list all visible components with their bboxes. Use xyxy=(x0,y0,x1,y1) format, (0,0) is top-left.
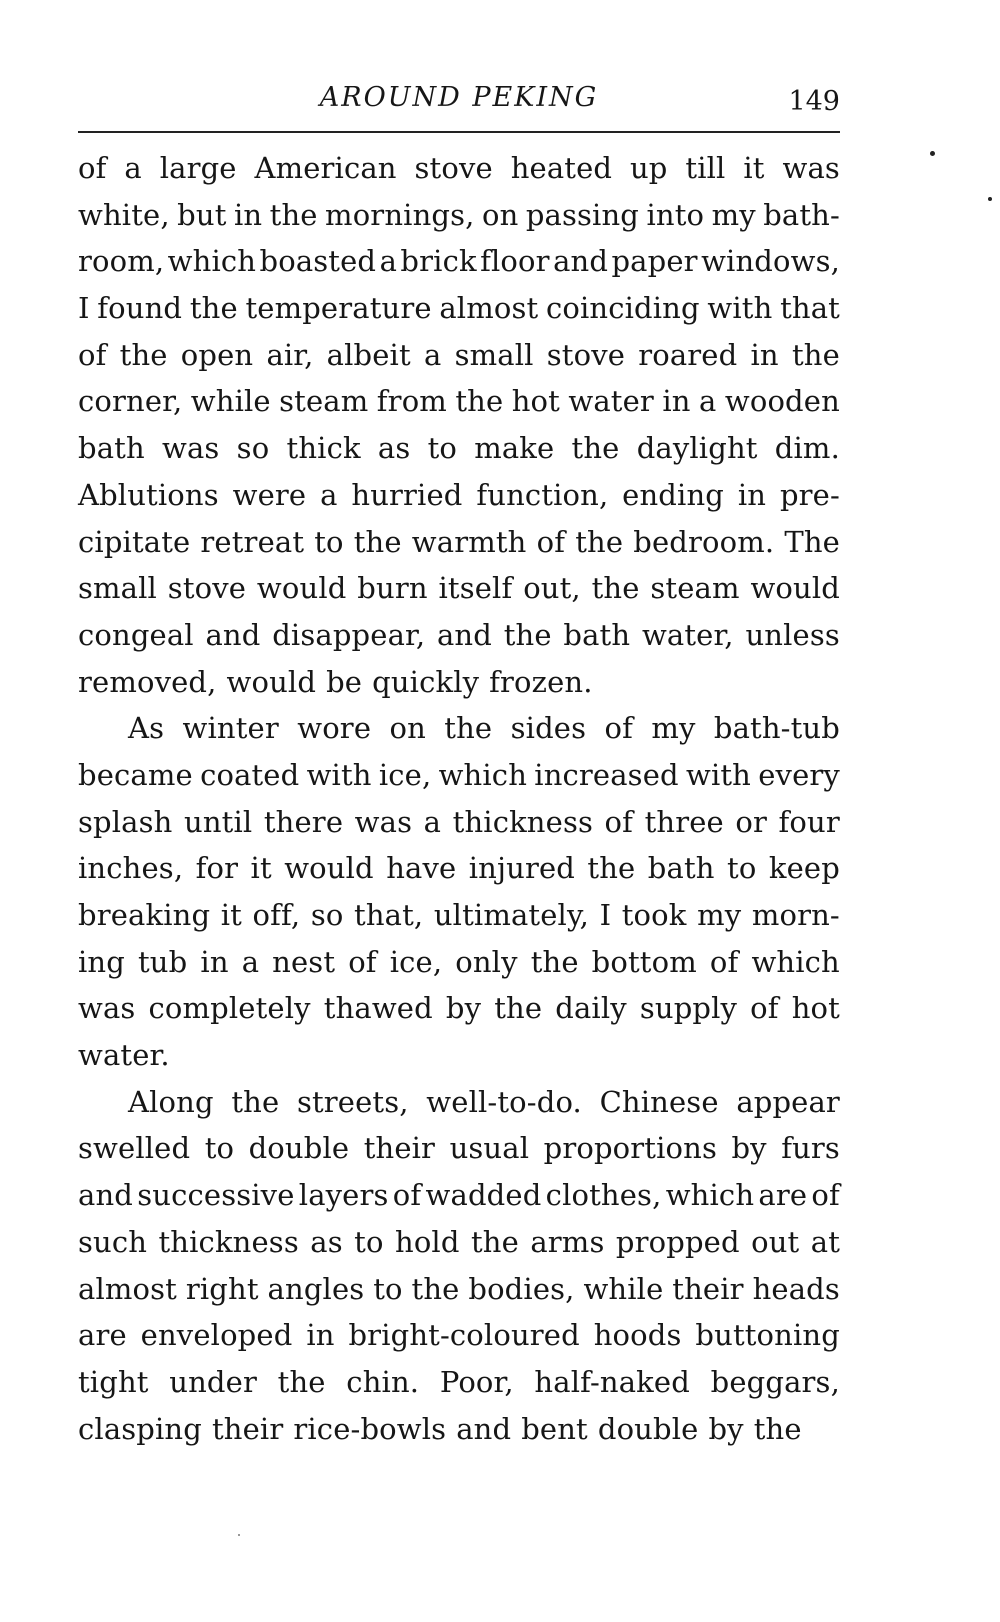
word: beggars, xyxy=(710,1364,840,1399)
word: to xyxy=(204,1131,235,1166)
word: the xyxy=(530,944,579,979)
word: their xyxy=(363,1131,436,1166)
word: of xyxy=(811,1178,840,1213)
word: water. xyxy=(78,1038,170,1073)
word: their xyxy=(211,1411,284,1446)
print-speck xyxy=(988,197,992,201)
word: of xyxy=(750,991,779,1026)
text-line xyxy=(78,752,840,799)
word: are xyxy=(78,1318,127,1353)
word: mornings, xyxy=(325,197,475,232)
word: bath xyxy=(78,431,145,466)
word: it xyxy=(250,851,272,886)
word: increased xyxy=(534,757,679,792)
word: furs xyxy=(781,1131,840,1166)
word: a xyxy=(699,384,717,419)
word: nest xyxy=(272,944,336,979)
word: and xyxy=(456,1411,512,1446)
word: double xyxy=(597,1411,699,1446)
word: on xyxy=(481,197,519,232)
word: steam xyxy=(279,384,369,419)
word: the xyxy=(189,291,238,326)
word: paper xyxy=(611,244,698,279)
paragraph xyxy=(78,145,840,705)
word: corner, xyxy=(78,384,183,419)
text-line xyxy=(78,1172,840,1219)
word: found xyxy=(97,291,183,326)
paragraph xyxy=(78,705,840,1079)
word: As xyxy=(128,711,165,746)
word: would xyxy=(284,851,374,886)
word: steam xyxy=(650,571,740,606)
word: my xyxy=(697,898,742,932)
word: to xyxy=(354,1224,384,1259)
word: wore xyxy=(297,711,372,746)
word: thickness xyxy=(452,804,594,839)
word: a xyxy=(423,337,442,372)
word: by xyxy=(708,1411,744,1446)
word: four xyxy=(778,804,840,839)
word: the xyxy=(470,1224,519,1259)
word: hold xyxy=(395,1224,460,1259)
word: of xyxy=(604,711,633,746)
word: boasted xyxy=(259,244,377,279)
word: a xyxy=(241,944,260,979)
word: swelled xyxy=(78,1131,191,1166)
word: bath xyxy=(563,617,631,652)
word: the xyxy=(587,851,636,886)
word: injured xyxy=(468,851,575,886)
word: water, xyxy=(641,617,734,652)
text-line xyxy=(78,1219,840,1266)
word: in xyxy=(737,477,767,512)
word: propped xyxy=(615,1224,740,1259)
word: such xyxy=(78,1224,148,1259)
word: thawed xyxy=(323,991,433,1026)
word: coated xyxy=(200,757,300,792)
word: was xyxy=(162,431,220,466)
word: their xyxy=(672,1271,744,1306)
word: frozen. xyxy=(489,664,593,699)
text-line xyxy=(78,985,840,1032)
word: Chinese xyxy=(599,1084,719,1119)
word: under xyxy=(169,1364,257,1399)
text-line xyxy=(78,378,840,425)
text-line xyxy=(78,1079,840,1126)
word: which xyxy=(438,757,528,792)
word: on xyxy=(389,711,426,746)
word: make xyxy=(474,431,555,466)
text-line xyxy=(78,1359,840,1406)
word: and xyxy=(205,617,261,652)
word: completely xyxy=(148,991,311,1026)
word: Ablutions xyxy=(78,477,219,512)
word: my xyxy=(711,197,756,232)
word: small xyxy=(78,571,157,606)
word: bath xyxy=(647,851,715,886)
word: tight xyxy=(78,1364,149,1399)
word: the xyxy=(571,431,620,466)
word: the xyxy=(575,524,624,559)
text-line xyxy=(78,659,840,706)
word: of xyxy=(392,1178,422,1213)
text-line xyxy=(78,1266,840,1313)
text-line xyxy=(78,1312,840,1359)
word: with xyxy=(306,757,372,792)
word: clasping xyxy=(78,1411,202,1446)
word: would xyxy=(750,571,840,606)
word: I xyxy=(599,898,612,932)
text-line xyxy=(78,939,840,986)
word: the xyxy=(411,1271,460,1306)
word: itself xyxy=(438,571,513,606)
word: took xyxy=(621,898,687,932)
word: proportions xyxy=(543,1131,717,1166)
word: warmth xyxy=(411,524,527,559)
word: Poor, xyxy=(439,1364,514,1399)
word: have xyxy=(386,851,457,886)
word: windows, xyxy=(701,244,840,279)
word: the xyxy=(444,711,493,746)
word: the xyxy=(455,384,504,419)
word: ending xyxy=(622,477,724,512)
word: the xyxy=(353,524,402,559)
word: congeal xyxy=(78,617,194,652)
text-line xyxy=(78,472,840,519)
text-line xyxy=(78,799,840,846)
word: ice, xyxy=(389,944,443,979)
word: removed, xyxy=(78,664,217,699)
running-head xyxy=(78,82,840,122)
word: the xyxy=(494,991,543,1026)
text-line xyxy=(78,1406,840,1453)
word: breaking xyxy=(78,898,211,932)
word: to xyxy=(314,524,344,559)
word: be xyxy=(326,664,363,699)
running-title: AROUND PEKING xyxy=(319,82,599,113)
print-speck xyxy=(930,151,935,156)
word: as xyxy=(310,1224,343,1259)
word: of xyxy=(348,944,377,979)
word: appear xyxy=(736,1084,840,1119)
word: became xyxy=(78,757,193,792)
word: was xyxy=(782,151,840,185)
word: in xyxy=(233,197,263,232)
word: so xyxy=(310,898,344,932)
word: to xyxy=(727,851,757,886)
word: large xyxy=(159,151,237,185)
word: heated xyxy=(510,151,613,185)
word: my xyxy=(651,711,696,746)
text-line xyxy=(78,285,840,332)
text-line xyxy=(78,145,840,192)
word: and xyxy=(78,1178,133,1213)
word: I xyxy=(78,291,90,326)
body-text xyxy=(78,145,840,1452)
word: temperature xyxy=(245,291,432,326)
word: thick xyxy=(286,431,361,466)
word: of xyxy=(78,337,107,372)
word: wadded xyxy=(425,1178,542,1213)
word: wooden xyxy=(724,384,840,419)
word: chin. xyxy=(346,1364,420,1399)
word: were xyxy=(232,477,307,512)
word: double xyxy=(248,1131,350,1166)
paragraph xyxy=(78,1079,840,1453)
word: hoods xyxy=(593,1318,682,1353)
word: hot xyxy=(511,384,560,419)
word: supply xyxy=(639,991,738,1026)
word: with xyxy=(707,291,773,326)
word: almost xyxy=(439,291,539,326)
word: open xyxy=(180,337,254,372)
word: at xyxy=(810,1224,840,1259)
word: which xyxy=(167,244,257,279)
word: stove xyxy=(167,571,247,606)
word: hot xyxy=(791,991,840,1026)
word: into xyxy=(646,197,705,232)
text-line xyxy=(78,425,840,472)
text-line xyxy=(78,238,840,285)
word: white, xyxy=(78,197,170,232)
word: the xyxy=(791,337,840,372)
word: of xyxy=(604,804,634,839)
word: water xyxy=(568,384,654,419)
word: albeit xyxy=(326,337,411,372)
text-line xyxy=(78,612,840,659)
word: of xyxy=(709,944,739,979)
word: in xyxy=(662,384,691,419)
word: so xyxy=(236,431,270,466)
word: three xyxy=(644,804,724,839)
word: small xyxy=(454,337,534,372)
word: morn- xyxy=(751,898,840,932)
word: floor xyxy=(480,244,550,279)
word: a xyxy=(124,151,142,185)
word: burn xyxy=(357,571,428,606)
word: bath-tub xyxy=(713,711,840,746)
word: passing xyxy=(525,197,640,232)
word: as xyxy=(377,431,411,466)
word: a xyxy=(320,477,338,512)
word: function, xyxy=(476,477,609,512)
word: cipitate xyxy=(78,524,191,559)
text-line xyxy=(78,519,840,566)
page-number: 149 xyxy=(788,86,840,117)
word: coinciding xyxy=(545,291,700,326)
word: are xyxy=(758,1178,808,1213)
word: almost xyxy=(78,1271,177,1306)
word: of xyxy=(536,524,566,559)
word: dim. xyxy=(774,431,840,466)
word: room, xyxy=(78,244,165,279)
word: a xyxy=(379,244,398,279)
word: the xyxy=(269,197,318,232)
word: tub xyxy=(138,944,188,979)
word: ing xyxy=(78,944,125,979)
word: successive xyxy=(137,1178,295,1213)
word: out xyxy=(751,1224,800,1259)
word: of xyxy=(78,151,107,185)
word: in xyxy=(306,1318,335,1353)
word: that xyxy=(780,291,840,326)
word: winter xyxy=(182,711,279,746)
word: up xyxy=(629,151,668,185)
word: a xyxy=(423,804,442,839)
word: by xyxy=(731,1131,767,1166)
word: daily xyxy=(555,991,627,1026)
word: right xyxy=(185,1271,259,1306)
word: rice-bowls xyxy=(293,1411,447,1446)
word: bath- xyxy=(763,197,840,232)
word: layers xyxy=(298,1178,389,1213)
text-line xyxy=(78,1125,840,1172)
word: off, xyxy=(252,898,301,932)
word: only xyxy=(455,944,518,979)
word: that, xyxy=(354,898,424,932)
text-line xyxy=(78,892,840,939)
word: out, xyxy=(523,571,581,606)
word: Along xyxy=(128,1084,214,1119)
word: heads xyxy=(752,1271,840,1306)
word: daylight xyxy=(636,431,758,466)
word: brick xyxy=(400,244,477,279)
word: by xyxy=(445,991,482,1026)
word: buttoning xyxy=(695,1318,840,1353)
word: till xyxy=(685,151,726,185)
text-line xyxy=(78,565,840,612)
word: angles xyxy=(267,1271,365,1306)
word: would xyxy=(256,571,347,606)
text-line xyxy=(78,192,840,239)
word: the xyxy=(119,337,168,372)
word: and xyxy=(553,244,609,279)
word: stove xyxy=(414,151,493,185)
word: splash xyxy=(78,804,173,839)
word: the xyxy=(591,571,640,606)
word: ice, xyxy=(378,757,432,792)
word: the xyxy=(231,1084,280,1119)
word: the xyxy=(503,617,552,652)
word: quickly xyxy=(372,664,480,699)
word: clothes, xyxy=(545,1178,662,1213)
word: The xyxy=(784,524,840,559)
word: was xyxy=(78,991,136,1026)
word: keep xyxy=(768,851,840,886)
word: would xyxy=(226,664,317,699)
header-rule xyxy=(78,131,840,133)
word: the xyxy=(277,1364,326,1399)
word: which xyxy=(665,1178,755,1213)
word: American xyxy=(254,151,397,185)
word: inches, xyxy=(78,851,184,886)
word: which xyxy=(751,944,840,979)
word: bright-coloured xyxy=(348,1318,580,1353)
word: bedroom. xyxy=(633,524,775,559)
word: stove xyxy=(546,337,626,372)
word: it xyxy=(743,151,765,185)
word: in xyxy=(750,337,779,372)
text-line xyxy=(78,1032,840,1079)
word: enveloped xyxy=(140,1318,293,1353)
word: for xyxy=(195,851,239,886)
word: pre- xyxy=(779,477,840,512)
text-line xyxy=(78,332,840,379)
word: in xyxy=(200,944,229,979)
word: with xyxy=(685,757,751,792)
word: but xyxy=(177,197,227,232)
word: usual xyxy=(449,1131,530,1166)
word: the xyxy=(753,1411,802,1446)
word: arms xyxy=(530,1224,605,1259)
word: and xyxy=(436,617,492,652)
word: sides xyxy=(510,711,587,746)
word: bent xyxy=(521,1411,588,1446)
word: from xyxy=(376,384,447,419)
word: until xyxy=(184,804,253,839)
word: half-naked xyxy=(534,1364,690,1399)
word: retreat xyxy=(200,524,305,559)
word: to xyxy=(427,431,457,466)
word: it xyxy=(220,898,242,932)
word: was xyxy=(354,804,413,839)
word: to xyxy=(373,1271,403,1306)
word: hurried xyxy=(351,477,463,512)
text-line xyxy=(78,845,840,892)
word: or xyxy=(735,804,768,839)
word: disappear, xyxy=(272,617,426,652)
word: ultimately, xyxy=(433,898,590,932)
print-speck xyxy=(238,1534,240,1536)
word: well-to-do. xyxy=(426,1084,582,1119)
word: bodies, xyxy=(468,1271,575,1306)
word: air, xyxy=(266,337,314,372)
word: while xyxy=(583,1271,664,1306)
word: there xyxy=(263,804,344,839)
word: every xyxy=(758,757,840,792)
word: unless xyxy=(745,617,840,652)
word: thickness xyxy=(158,1224,299,1259)
text-line xyxy=(78,705,840,752)
word: bottom xyxy=(591,944,697,979)
word: streets, xyxy=(296,1084,409,1119)
word: while xyxy=(190,384,271,419)
word: roared xyxy=(638,337,738,372)
